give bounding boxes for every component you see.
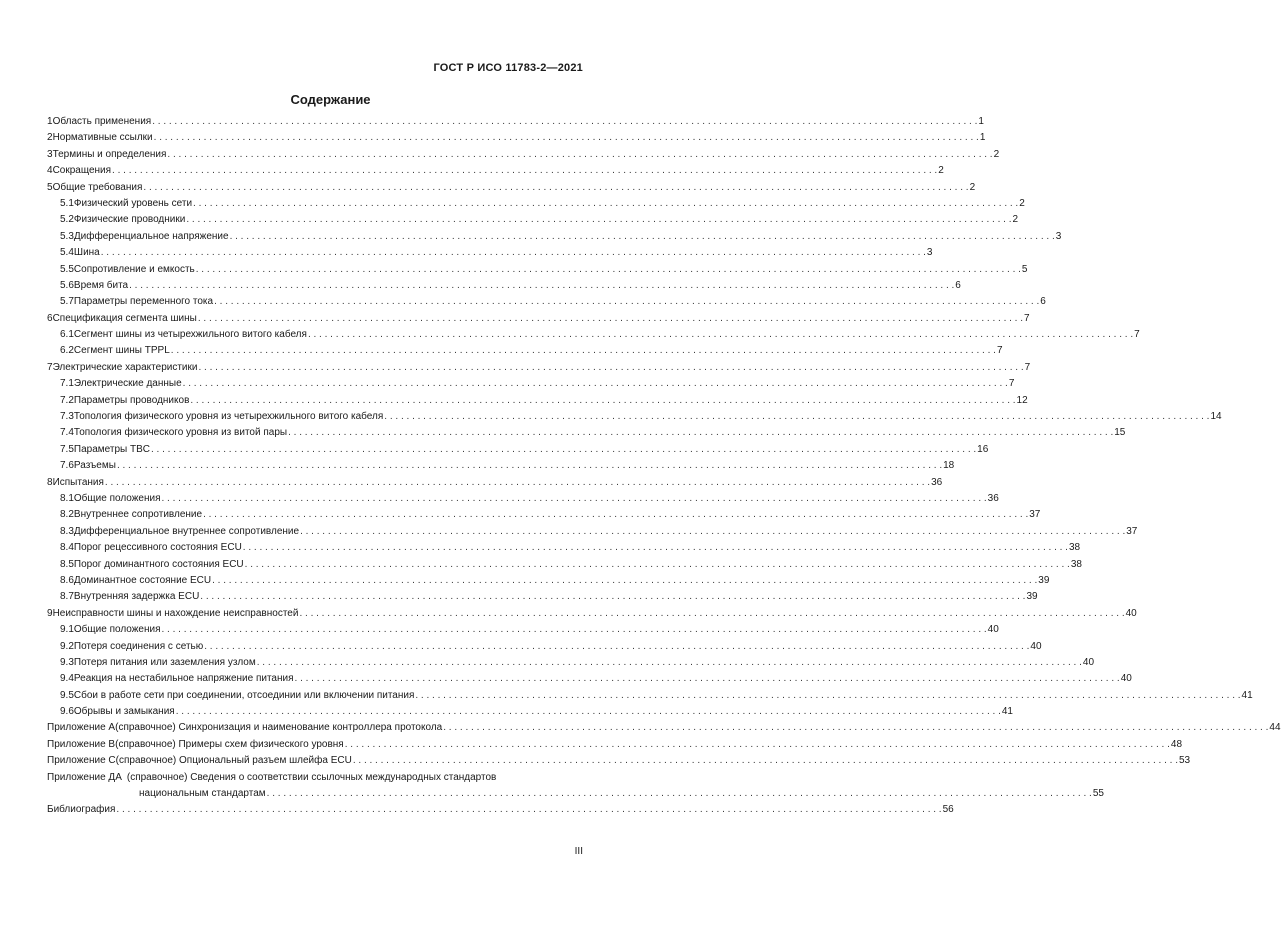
- toc-entry[interactable]: [47, 311, 1030, 327]
- dot-leader: [176, 704, 1001, 720]
- dot-leader: [245, 557, 1070, 573]
- toc-entry[interactable]: [47, 589, 1038, 605]
- toc-entry-page: 56: [942, 804, 954, 816]
- toc-entry[interactable]: [47, 147, 1000, 163]
- toc-entry-number: 9: [47, 607, 53, 619]
- toc-entry-page: 16: [977, 443, 989, 455]
- toc-entry[interactable]: [47, 229, 1062, 245]
- toc-entry-page: 40: [987, 624, 999, 636]
- toc-entry-page: 36: [987, 492, 999, 504]
- dot-leader: [308, 327, 1133, 343]
- toc-entry-title: Библиография: [47, 804, 116, 816]
- toc-entry-page: 7: [1024, 361, 1031, 373]
- toc-entry-page: 7: [1134, 329, 1140, 341]
- dot-leader: [151, 442, 976, 458]
- toc-entry-title: (справочное) Синхронизация и наименование контроллера протокола: [115, 722, 443, 734]
- toc-entry-page: 2: [1019, 197, 1025, 209]
- toc-entry-number: 8.4: [60, 542, 74, 554]
- toc-entry-number: 7.2: [60, 394, 74, 406]
- toc-entry-title: Параметры переменного тока: [73, 296, 214, 308]
- toc-entry[interactable]: [47, 212, 1019, 228]
- dot-leader: [143, 180, 968, 196]
- toc-entry-title: Дифференциальное внутреннее сопротивление: [73, 525, 300, 537]
- dot-leader: [267, 786, 1092, 802]
- toc-entry-page: 6: [955, 279, 961, 291]
- dot-leader: [415, 688, 1240, 704]
- table-of-contents: [47, 114, 1281, 819]
- toc-entry-number: 7.6: [60, 460, 74, 472]
- toc-entry[interactable]: [47, 606, 1137, 622]
- toc-entry[interactable]: [47, 639, 1042, 655]
- toc-entry-page: 55: [1092, 788, 1104, 800]
- toc-entry-page: 1: [978, 116, 984, 127]
- toc-entry-title: Физические проводники: [73, 214, 186, 226]
- toc-entry-title-continued: национальным стандартам: [139, 788, 266, 800]
- toc-entry-number: 7: [47, 361, 53, 373]
- dot-leader: [384, 409, 1209, 425]
- toc-entry-title: Внутреннее сопротивление: [73, 509, 203, 521]
- toc-entry[interactable]: [47, 393, 1028, 409]
- toc-entry-title: Потеря соединения с сетью: [73, 640, 204, 652]
- toc-entry-title: Сбои в работе сети при соединении, отсоединии или включении питания: [73, 689, 415, 701]
- dot-leader: [353, 753, 1178, 769]
- toc-entry-title: Испытания: [52, 476, 104, 488]
- dot-leader: [154, 130, 979, 146]
- toc-entry-page: 6: [1040, 296, 1046, 308]
- dot-leader: [186, 212, 1011, 228]
- toc-entry-number: 5.1: [60, 197, 74, 209]
- toc-entry-number: 8.3: [60, 525, 74, 537]
- toc-entry-number: 5.5: [60, 263, 74, 275]
- toc-entry-title: (справочное) Сведения о соответствии ссылочных международных стандартов: [126, 771, 497, 783]
- toc-entry[interactable]: [47, 671, 1132, 687]
- toc-entry-page: 1: [979, 132, 986, 144]
- toc-entry-title: Топология физического уровня из витой пары: [73, 427, 288, 439]
- toc-entry-page: 3: [926, 247, 933, 259]
- dot-leader: [116, 802, 941, 818]
- toc-entry-title: Область применения: [52, 116, 152, 127]
- dot-leader: [299, 606, 1124, 622]
- toc-entry-title: Сопротивление и емкость: [73, 263, 195, 275]
- toc-entry-page: 38: [1070, 558, 1082, 570]
- toc-entry-title: Доминантное состояние ECU: [73, 574, 212, 586]
- toc-entry-title: Термины и определения: [52, 148, 167, 160]
- toc-entry[interactable]: [47, 425, 1126, 441]
- toc-entry-number: 5.4: [60, 247, 74, 259]
- toc-entry-number: Приложение В: [47, 738, 116, 750]
- toc-entry-number: 9.4: [60, 673, 74, 685]
- dot-leader: [214, 294, 1039, 310]
- toc-entry-page: 7: [1024, 312, 1030, 324]
- toc-entry-title: Обрывы и замыкания: [73, 706, 175, 718]
- toc-entry-annex-da[interactable]: [47, 770, 1104, 803]
- toc-entry-page: 12: [1016, 394, 1028, 406]
- dot-leader: [203, 507, 1028, 523]
- toc-entry-page: 40: [1125, 607, 1137, 619]
- toc-entry[interactable]: [47, 737, 1183, 753]
- toc-entry[interactable]: [47, 360, 1031, 376]
- toc-entry-title: Электрические данные: [73, 378, 182, 390]
- toc-entry-title: Нормативные ссылки: [52, 132, 153, 144]
- toc-entry-page: 2: [969, 181, 976, 193]
- dot-leader: [300, 524, 1125, 540]
- toc-entry-number: 9.5: [60, 689, 74, 701]
- toc-entry-number: 9.6: [60, 706, 74, 718]
- toc-entry-number: 8.2: [60, 509, 74, 521]
- toc-entry-page: 37: [1029, 509, 1041, 521]
- toc-entry-title: Неисправности шины и нахождение неисправностей: [52, 607, 299, 619]
- toc-entry-title: (справочное) Опциональный разъем шлейфа ECU: [115, 755, 352, 767]
- toc-entry-number: 5: [47, 181, 53, 193]
- toc-entry-page: 15: [1114, 427, 1126, 439]
- toc-entry-page: 39: [1026, 591, 1038, 603]
- toc-entry[interactable]: [47, 557, 1082, 573]
- toc-entry[interactable]: [47, 442, 989, 458]
- dot-leader: [171, 343, 996, 359]
- toc-entry-title: Общие положения: [73, 492, 161, 504]
- dot-leader: [112, 163, 937, 179]
- toc-entry-page: 48: [1170, 738, 1183, 750]
- dot-leader: [198, 311, 1023, 327]
- toc-entry[interactable]: [47, 655, 1095, 671]
- toc-entry-page: 44: [1269, 722, 1281, 734]
- toc-entry-page: 5: [1021, 263, 1028, 275]
- dot-leader: [183, 376, 1008, 392]
- toc-entry-number: 8.7: [60, 591, 74, 603]
- toc-entry-number: 7.3: [60, 411, 74, 423]
- toc-entry-number: Приложение А: [47, 722, 116, 734]
- toc-entry-number: 4: [47, 165, 53, 177]
- toc-entry-number: 5.3: [60, 230, 74, 242]
- toc-entry[interactable]: [47, 524, 1138, 540]
- toc-entry-page: 53: [1179, 755, 1191, 767]
- toc-entry[interactable]: [47, 622, 999, 638]
- toc-entry-title: Параметры TBC: [73, 443, 150, 455]
- document-code: ГОСТ Р ИСО 11783-2—2021: [433, 62, 583, 74]
- toc-entry-title: Физический уровень сети: [73, 197, 193, 209]
- toc-entry[interactable]: [47, 343, 1003, 359]
- toc-entry-title: Реакция на нестабильное напряжение питания: [73, 673, 294, 685]
- toc-entry-title: Время бита: [73, 279, 129, 291]
- toc-entry-number: 9.1: [60, 624, 74, 636]
- toc-entry-title: Параметры проводников: [73, 394, 190, 406]
- dot-leader: [152, 114, 977, 130]
- toc-entry-page: 2: [993, 148, 1000, 160]
- dot-leader: [190, 393, 1015, 409]
- toc-entry-title: Сегмент шины TPPL: [73, 345, 170, 357]
- dot-leader: [204, 639, 1029, 655]
- toc-entry-number: 7.5: [60, 443, 74, 455]
- toc-entry-title: Порог рецессивного состояния ECU: [73, 542, 242, 554]
- toc-entry-number: 5.7: [60, 296, 74, 308]
- toc-entry[interactable]: [47, 688, 1253, 704]
- toc-entry-page: 3: [1055, 230, 1062, 242]
- toc-entry-title: (справочное) Примеры схем физического уровня: [115, 738, 344, 750]
- toc-entry[interactable]: [47, 262, 1028, 278]
- dot-leader: [230, 229, 1055, 245]
- toc-entry-page: 14: [1210, 411, 1222, 423]
- toc-entry[interactable]: [47, 327, 1140, 343]
- dot-leader: [200, 589, 1025, 605]
- dot-leader: [162, 491, 987, 507]
- toc-entry-page: 37: [1126, 525, 1138, 537]
- toc-entry-page: 40: [1082, 656, 1095, 668]
- toc-entry-number: 6: [47, 312, 53, 324]
- toc-entry[interactable]: [47, 540, 1081, 556]
- dot-leader: [345, 737, 1170, 753]
- toc-entry[interactable]: [47, 573, 1050, 589]
- toc-entry-page: 41: [1241, 689, 1253, 701]
- toc-entry[interactable]: [47, 507, 1041, 523]
- dot-leader: [101, 245, 926, 261]
- toc-entry-page: 40: [1030, 640, 1042, 652]
- toc-entry-number: 8.1: [60, 492, 74, 504]
- dot-leader: [193, 196, 1018, 212]
- toc-entry[interactable]: [47, 180, 976, 196]
- toc-entry-number: 8.5: [60, 558, 74, 570]
- toc-entry-title: Разъемы: [73, 460, 116, 472]
- toc-entry-number: 5.6: [60, 279, 74, 291]
- toc-entry-number: 9.3: [60, 656, 74, 668]
- toc-entry-title: Внутренняя задержка ECU: [73, 591, 200, 603]
- dot-leader: [162, 622, 987, 638]
- toc-entry-title: Топология физического уровня из четырехжильного витого кабеля: [73, 411, 384, 423]
- toc-entry-title: Порог доминантного состояния ECU: [73, 558, 244, 570]
- toc-entry-number: 1: [47, 116, 53, 127]
- toc-entry-title: Дифференциальное напряжение: [73, 230, 229, 242]
- toc-entry-bibliography[interactable]: [47, 802, 954, 818]
- toc-entry-title: Сокращения: [52, 165, 112, 177]
- toc-entry-title: Сегмент шины из четырехжильного витого кабеля: [73, 329, 307, 341]
- toc-entry-title: Общие положения: [73, 624, 161, 636]
- toc-entry[interactable]: [47, 491, 999, 507]
- toc-entry-page: 40: [1120, 673, 1132, 685]
- toc-entry[interactable]: [47, 704, 1013, 720]
- dot-leader: [105, 475, 930, 491]
- toc-entry-number: 6.2: [60, 345, 74, 357]
- dot-leader: [288, 425, 1113, 441]
- toc-entry-page: 39: [1038, 574, 1050, 586]
- toc-entry-title: Спецификация сегмента шины: [52, 312, 197, 324]
- dot-leader: [295, 671, 1120, 687]
- dot-leader: [198, 360, 1023, 376]
- toc-entry-page: 2: [938, 165, 944, 177]
- toc-entry-page: 41: [1001, 706, 1013, 718]
- toc-entry-number: 9.2: [60, 640, 74, 652]
- dot-leader: [443, 720, 1268, 736]
- toc-entry-title: Электрические характеристики: [52, 361, 198, 373]
- toc-entry-page: 7: [1008, 378, 1015, 390]
- toc-entry[interactable]: [47, 753, 1191, 769]
- toc-entry-number: 7.1: [60, 378, 74, 390]
- dot-leader: [129, 278, 954, 294]
- toc-entry-page: 38: [1068, 542, 1081, 554]
- dot-leader: [117, 458, 942, 474]
- toc-entry-number: 8.6: [60, 574, 74, 586]
- toc-entry-number: Приложение ДА: [47, 771, 122, 783]
- toc-entry-title: Шина: [73, 247, 100, 259]
- toc-entry-page: 2: [1012, 214, 1019, 226]
- dot-leader: [243, 540, 1068, 556]
- toc-entry[interactable]: [47, 163, 944, 179]
- toc-entry-number: 7.4: [60, 427, 74, 439]
- toc-entry[interactable]: [47, 458, 955, 474]
- toc-entry-number: 3: [47, 148, 53, 160]
- page-number: III: [574, 846, 583, 857]
- toc-entry-number: 5.2: [60, 214, 74, 226]
- toc-entry[interactable]: [47, 475, 943, 491]
- toc-entry[interactable]: [47, 294, 1046, 310]
- toc-entry[interactable]: [47, 130, 986, 146]
- toc-entry-page: 18: [943, 460, 955, 472]
- toc-entry[interactable]: [47, 196, 1025, 212]
- toc-entry-number: Приложение С: [47, 755, 116, 767]
- toc-entry[interactable]: [47, 278, 961, 294]
- dot-leader: [167, 147, 992, 163]
- toc-entry-number: 6.1: [60, 329, 74, 341]
- toc-entry[interactable]: [47, 245, 933, 261]
- dot-leader: [196, 262, 1021, 278]
- toc-title: Содержание: [290, 92, 371, 107]
- toc-entry[interactable]: [47, 114, 984, 130]
- toc-entry[interactable]: [47, 720, 1281, 736]
- toc-entry-page: 7: [996, 345, 1003, 357]
- toc-entry-title: Общие требования: [52, 181, 143, 193]
- toc-entry-title: Потеря питания или заземления узлом: [73, 656, 256, 668]
- dot-leader: [257, 655, 1082, 671]
- toc-entry-number: 8: [47, 476, 53, 488]
- toc-entry-number: 2: [47, 132, 53, 144]
- toc-entry[interactable]: [47, 376, 1015, 392]
- toc-entry-page: 36: [931, 476, 943, 488]
- dot-leader: [212, 573, 1037, 589]
- toc-entry[interactable]: [47, 409, 1222, 425]
